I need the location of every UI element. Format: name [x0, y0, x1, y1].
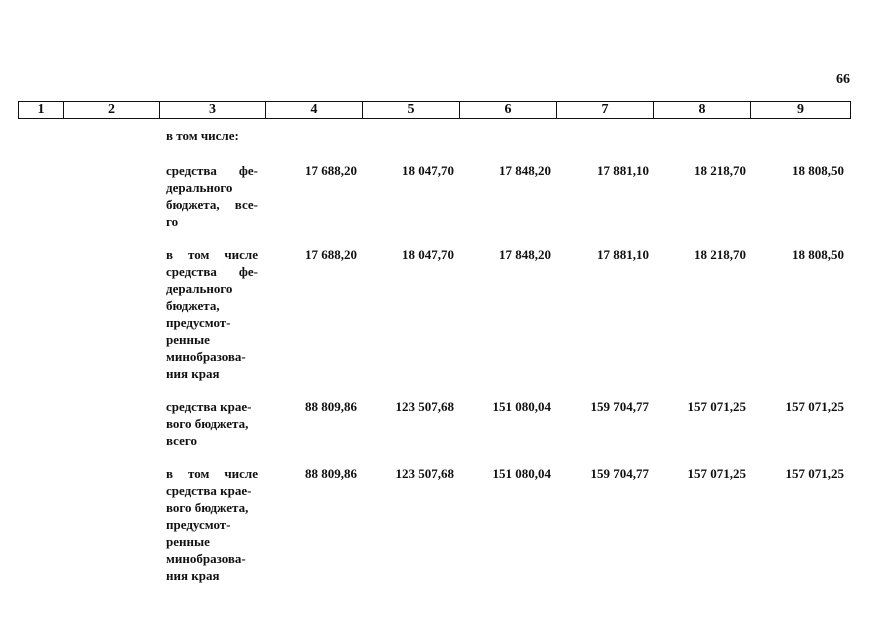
label-line: бюджета,: [166, 298, 220, 313]
cell-value-col4: 17 688,20: [305, 163, 357, 178]
cell-value-col6: 17 848,20: [499, 247, 551, 262]
cell-value-col7: 17 881,10: [597, 163, 649, 178]
cell-value-col4: 88 809,86: [305, 399, 357, 414]
row-label: [166, 398, 258, 449]
label-line: всего: [166, 433, 197, 448]
column-header: 1: [19, 102, 64, 119]
column-header: 5: [363, 102, 460, 119]
cell-value-col9: 157 071,25: [785, 399, 844, 414]
label-line: ренные: [166, 332, 210, 347]
label-line: бюджета, все-: [166, 197, 258, 212]
label-line: средства фе-: [166, 264, 258, 279]
label-line: дерального: [166, 281, 233, 296]
label-line: вого бюджета,: [166, 416, 249, 431]
page-number: 66: [836, 72, 850, 87]
label-line: предусмот-: [166, 315, 231, 330]
column-header: 3: [160, 102, 266, 119]
row-label: [166, 162, 258, 230]
label-line: средства фе-: [166, 163, 258, 178]
cell-value-col9: 18 808,50: [792, 163, 844, 178]
cell-value-col5: 123 507,68: [395, 399, 454, 414]
cell-value-col7: 159 704,77: [590, 399, 649, 414]
column-header: 8: [654, 102, 751, 119]
cell-value-col7: 159 704,77: [590, 466, 649, 481]
row-label: [166, 465, 258, 584]
label-line: вого бюджета,: [166, 500, 249, 515]
cell-value-col7: 17 881,10: [597, 247, 649, 262]
cell-value-col8: 18 218,70: [694, 247, 746, 262]
cell-value-col8: 18 218,70: [694, 163, 746, 178]
label-line: средства крае-: [166, 399, 252, 414]
label-line: го: [166, 214, 179, 229]
column-header: 7: [557, 102, 654, 119]
column-header: 6: [460, 102, 557, 119]
column-header: 2: [64, 102, 160, 119]
intro-label: в том числе:: [166, 128, 239, 143]
row-label: [166, 246, 258, 382]
label-line: ния края: [166, 568, 220, 583]
label-line: ния края: [166, 366, 220, 381]
label-line: минобразова-: [166, 349, 246, 364]
cell-value-col8: 157 071,25: [687, 466, 746, 481]
cell-value-col5: 18 047,70: [402, 247, 454, 262]
column-header: 4: [266, 102, 363, 119]
label-line: ренные: [166, 534, 210, 549]
label-line: средства крае-: [166, 483, 252, 498]
cell-value-col6: 151 080,04: [492, 399, 551, 414]
label-line: в том числе: [166, 247, 258, 262]
cell-value-col6: 17 848,20: [499, 163, 551, 178]
cell-value-col4: 17 688,20: [305, 247, 357, 262]
label-line: минобразова-: [166, 551, 246, 566]
label-line: предусмот-: [166, 517, 231, 532]
cell-value-col5: 18 047,70: [402, 163, 454, 178]
cell-value-col9: 18 808,50: [792, 247, 844, 262]
column-header: 9: [751, 102, 851, 119]
cell-value-col4: 88 809,86: [305, 466, 357, 481]
label-line: в том числе: [166, 466, 258, 481]
cell-value-col6: 151 080,04: [492, 466, 551, 481]
cell-value-col8: 157 071,25: [687, 399, 746, 414]
cell-value-col5: 123 507,68: [395, 466, 454, 481]
cell-value-col9: 157 071,25: [785, 466, 844, 481]
label-line: дерального: [166, 180, 233, 195]
